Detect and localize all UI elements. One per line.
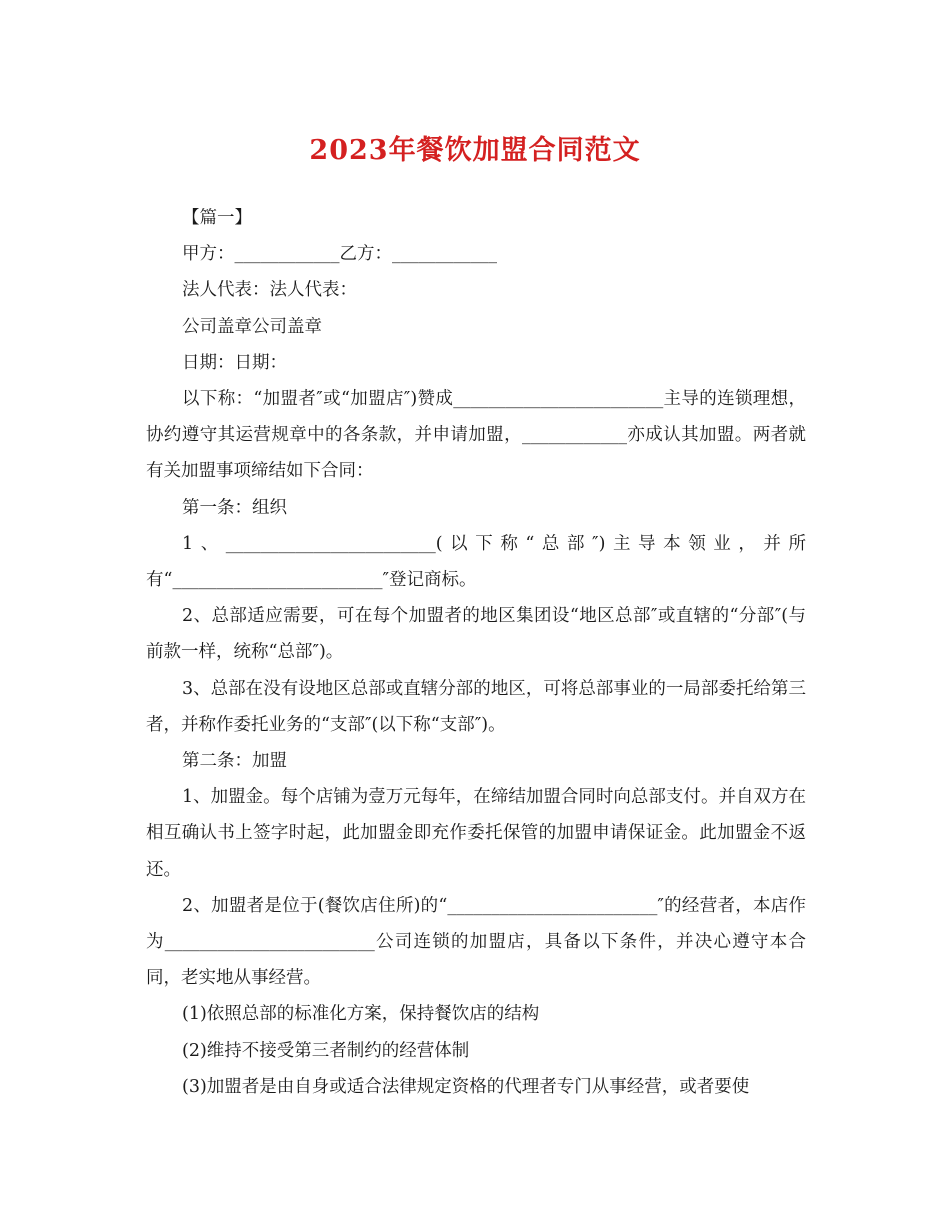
representative-line: 法人代表：法人代表： (182, 280, 357, 301)
date-line: 日期：日期： (182, 352, 287, 373)
article-heading: 第二条：加盟 (182, 751, 287, 772)
preamble-paragraph: 以下称：“加盟者″或“加盟店″)赞成________________________主导的连锁理想，协约遵守其运营规章中的各条款，并申请加盟，____________亦成认其加盟。两者就有关加盟事项缔结如下合同： (146, 389, 806, 482)
clause-paragraph: 2、总部适应需要，可在每个加盟者的地区集团设“地区总部″或直辖的“分部″(与前款一样，统称“总部″)。 (146, 606, 806, 663)
seal-line: 公司盖章公司盖章 (182, 316, 322, 337)
party-line: 甲方：____________乙方：____________ (182, 244, 497, 265)
list-item: (1)依照总部的标准化方案，保持餐饮店的结构 (182, 1004, 540, 1025)
document-body (146, 200, 806, 1105)
list-item: (2)维持不接受第三者制约的经营体制 (182, 1040, 470, 1061)
document-title: 2023年餐饮加盟合同范文 (309, 135, 641, 166)
section-heading: 【篇一】 (182, 208, 252, 228)
article-heading: 第一条：组织 (182, 497, 287, 518)
list-item: (3)加盟者是由自身或适合法律规定资格的代理者专门从事经营，或者要使 (182, 1076, 750, 1097)
clause-paragraph: 2、加盟者是位于(餐饮店住所)的“________________________″的经营者，本店作为________________________公司连锁的加盟店，具备以下条件，并决心遵守本合同，老实地从事经营。 (146, 895, 806, 989)
clause-paragraph: 3、总部在没有设地区总部或直辖分部的地区，可将总部事业的一局部委托给第三者，并称作委托业务的“支部″(以下称“支部″)。 (146, 678, 806, 735)
clause-paragraph: 1、加盟金。每个店铺为壹万元每年，在缔结加盟合同时向总部支付。并自双方在相互确认书上签字时起，此加盟金即充作委托保管的加盟申请保证金。此加盟金不返还。 (146, 787, 806, 880)
clause-paragraph: 1、________________________(以下称“总部″)主导本领业，并所有“________________________″登记商标。 (146, 533, 806, 591)
